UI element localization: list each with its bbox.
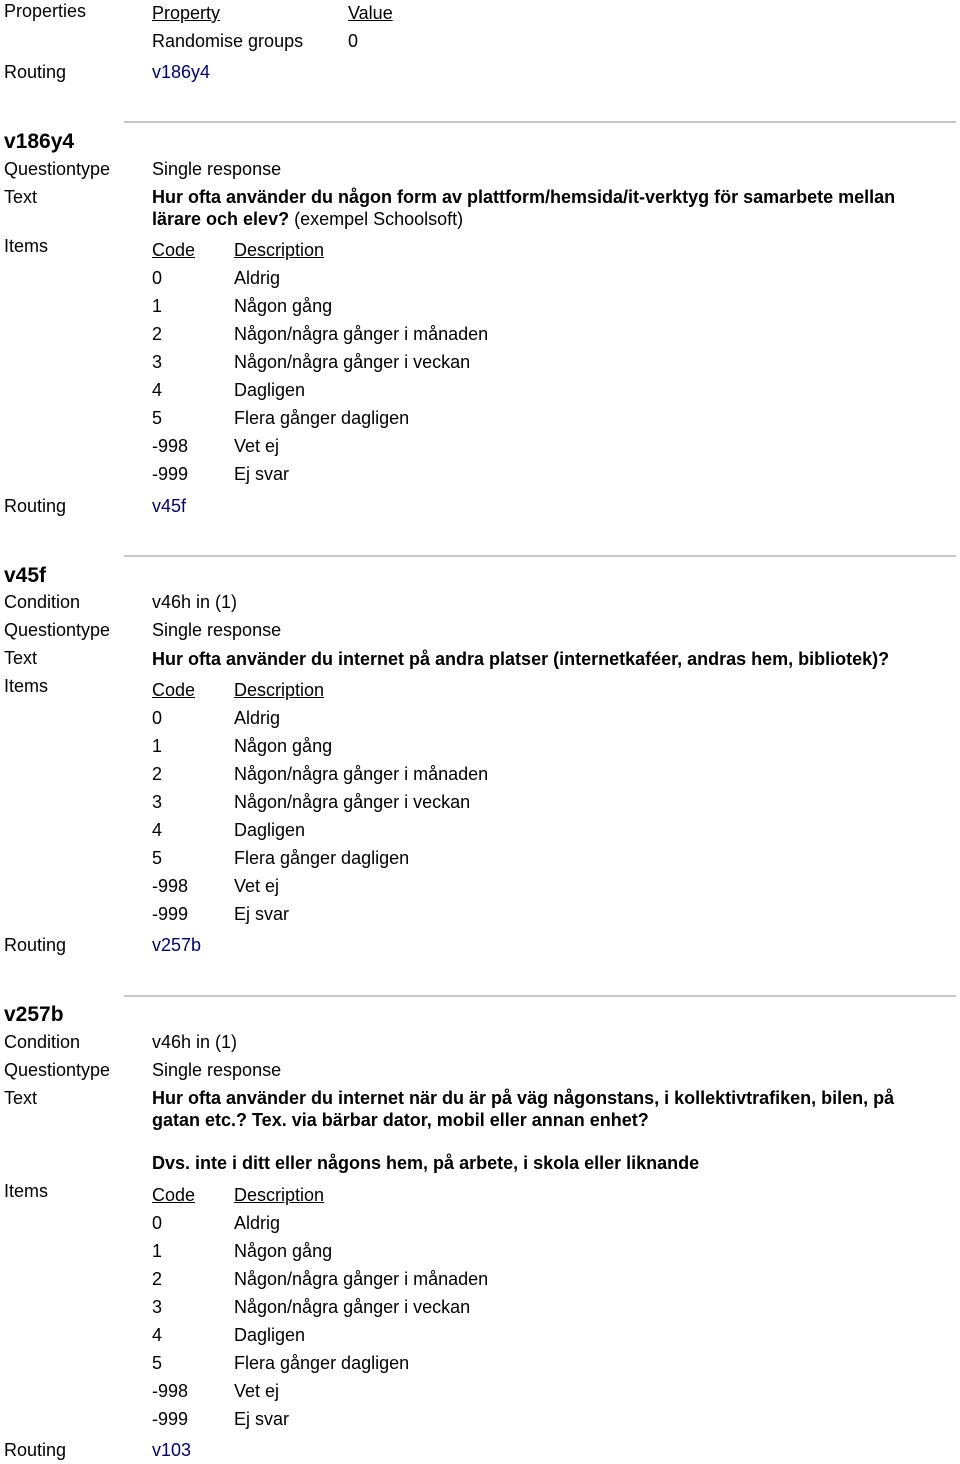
item-description: Ej svar <box>234 1409 290 1429</box>
item-description: Aldrig <box>234 708 281 728</box>
item-description: Någon/några gånger i månaden <box>234 764 489 784</box>
items-table <box>0 680 960 930</box>
routing-label: Routing <box>4 1440 67 1460</box>
items-table <box>0 240 960 490</box>
value-column-header: Value <box>348 3 393 23</box>
code-column-header: Code <box>152 680 196 700</box>
question-id: v186y4 <box>4 130 75 153</box>
item-description: Någon/några gånger i månaden <box>234 1269 489 1289</box>
code-column-header: Code <box>152 240 196 260</box>
routing-label: Routing <box>4 62 67 82</box>
item-description: Ej svar <box>234 904 290 924</box>
routing-label: Routing <box>4 935 67 955</box>
divider <box>124 121 956 123</box>
routing-label: Routing <box>4 496 67 516</box>
items-label: Items <box>4 1181 49 1201</box>
item-description: Någon gång <box>234 1241 333 1261</box>
property-column-header: Property <box>152 3 221 23</box>
item-description: Vet ej <box>234 876 280 896</box>
item-code: 4 <box>152 1325 163 1345</box>
description-column-header: Description <box>234 1185 325 1205</box>
item-description: Dagligen <box>234 1325 306 1345</box>
item-description: Någon/några gånger i veckan <box>234 352 471 372</box>
item-description: Någon gång <box>234 296 333 316</box>
item-description: Någon/några gånger i veckan <box>234 1297 471 1317</box>
question-text: Hur ofta använder du internet när du är på väg någonstans, i kollektivtrafiken, bilen, på gatan etc.? Tex. via bärbar dator, mobil eller annan enhet? <box>152 1088 895 1130</box>
item-code: 2 <box>152 324 163 344</box>
items-label: Items <box>4 676 49 696</box>
item-code: -999 <box>152 464 189 484</box>
item-code: 1 <box>152 1241 163 1261</box>
item-code: 2 <box>152 1269 163 1289</box>
item-code: 5 <box>152 408 163 428</box>
item-description: Vet ej <box>234 436 280 456</box>
item-description: Ej svar <box>234 464 290 484</box>
item-code: -999 <box>152 904 189 924</box>
condition-label: Condition <box>4 1032 81 1052</box>
item-code: -998 <box>152 1381 189 1401</box>
question-text <box>152 186 942 230</box>
item-description: Flera gånger dagligen <box>234 1353 410 1373</box>
questiontype-label: Questiontype <box>4 620 111 640</box>
routing-link[interactable]: v45f <box>152 496 187 516</box>
item-description: Flera gånger dagligen <box>234 408 410 428</box>
item-code: 0 <box>152 708 163 728</box>
item-description: Aldrig <box>234 1213 281 1233</box>
item-description: Någon/några gånger i månaden <box>234 324 489 344</box>
item-code: 5 <box>152 848 163 868</box>
questiontype-value: Single response <box>152 1060 282 1080</box>
questiontype-value: Single response <box>152 159 282 179</box>
item-code: 5 <box>152 1353 163 1373</box>
item-description: Dagligen <box>234 380 306 400</box>
divider <box>124 555 956 557</box>
property-value: 0 <box>348 31 359 51</box>
question-id: v45f <box>4 564 47 587</box>
item-code: -999 <box>152 1409 189 1429</box>
item-description: Dagligen <box>234 820 306 840</box>
text-label: Text <box>4 648 38 668</box>
item-description: Någon/några gånger i veckan <box>234 792 471 812</box>
item-code: 3 <box>152 352 163 372</box>
item-code: 0 <box>152 1213 163 1233</box>
item-code: 2 <box>152 764 163 784</box>
questiontype-value: Single response <box>152 620 282 640</box>
questiontype-label: Questiontype <box>4 159 111 179</box>
item-description: Någon gång <box>234 736 333 756</box>
item-description: Vet ej <box>234 1381 280 1401</box>
text-label: Text <box>4 187 38 207</box>
properties-label: Properties <box>4 1 87 21</box>
item-code: 4 <box>152 380 163 400</box>
routing-link[interactable]: v186y4 <box>152 62 211 82</box>
questiontype-label: Questiontype <box>4 1060 111 1080</box>
condition-value: v46h in (1) <box>152 1032 238 1052</box>
routing-link[interactable]: v103 <box>152 1440 192 1460</box>
item-code: 1 <box>152 296 163 316</box>
description-column-header: Description <box>234 240 325 260</box>
question-id: v257b <box>4 1003 64 1026</box>
item-description: Aldrig <box>234 268 281 288</box>
description-column-header: Description <box>234 680 325 700</box>
item-code: 3 <box>152 1297 163 1317</box>
item-code: -998 <box>152 436 189 456</box>
routing-link[interactable]: v257b <box>152 935 202 955</box>
item-code: 3 <box>152 792 163 812</box>
question-text-note: Dvs. inte i ditt eller någons hem, på arbete, i skola eller liknande <box>152 1153 700 1173</box>
item-code: -998 <box>152 876 189 896</box>
text-label: Text <box>4 1088 38 1108</box>
item-description: Flera gånger dagligen <box>234 848 410 868</box>
question-text-normal: (exempel Schoolsoft) <box>289 209 464 229</box>
item-code: 1 <box>152 736 163 756</box>
item-code: 0 <box>152 268 163 288</box>
code-column-header: Code <box>152 1185 196 1205</box>
condition-label: Condition <box>4 592 81 612</box>
divider <box>124 995 956 997</box>
property-name: Randomise groups <box>152 31 304 51</box>
question-text-bold: Hur ofta använder du någon form av plattform/hemsida/it-verktyg för samarbete mellan lärare och elev? <box>152 187 896 229</box>
question-text: Hur ofta använder du internet på andra platser (internetkaféer, andras hem, bibliotek)? <box>152 649 890 669</box>
items-label: Items <box>4 236 49 256</box>
item-code: 4 <box>152 820 163 840</box>
condition-value: v46h in (1) <box>152 592 238 612</box>
items-table <box>0 1185 960 1435</box>
